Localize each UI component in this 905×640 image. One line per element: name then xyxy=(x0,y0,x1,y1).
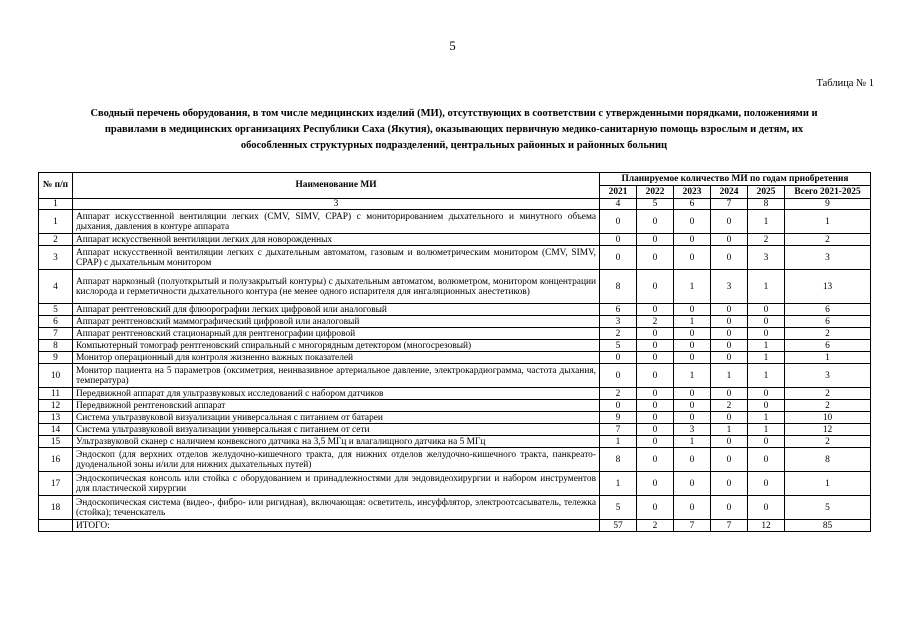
total-year-value: 57 xyxy=(600,520,637,532)
year-value: 0 xyxy=(637,270,674,304)
year-value: 0 xyxy=(674,304,711,316)
year-value: 0 xyxy=(637,388,674,400)
equipment-name: Монитор операционный для контроля жизненно важных показателей xyxy=(73,352,600,364)
year-value: 0 xyxy=(674,210,711,234)
year-value: 6 xyxy=(600,304,637,316)
year-value: 1 xyxy=(674,316,711,328)
year-value: 0 xyxy=(711,436,748,448)
table-row xyxy=(39,364,871,388)
row-total: 3 xyxy=(785,246,871,270)
table-body xyxy=(39,210,871,532)
table-row xyxy=(39,316,871,328)
col-header-year: 2022 xyxy=(637,186,674,199)
table-row xyxy=(39,270,871,304)
row-total: 1 xyxy=(785,472,871,496)
year-value: 1 xyxy=(748,412,785,424)
year-value: 5 xyxy=(600,496,637,520)
table-row xyxy=(39,328,871,340)
year-value: 0 xyxy=(674,328,711,340)
title-line: Сводный перечень оборудования, в том числе медицинских изделий (МИ), отсутствующих в соответствии с утвержденными порядками, положениями и xyxy=(90,108,818,119)
row-number: 3 xyxy=(39,246,73,270)
total-year-value: 12 xyxy=(748,520,785,532)
table-row xyxy=(39,436,871,448)
year-value: 0 xyxy=(637,234,674,246)
equipment-name: Аппарат рентгеновский маммографический цифровой или аналоговый xyxy=(73,316,600,328)
table-row xyxy=(39,304,871,316)
year-value: 0 xyxy=(674,472,711,496)
year-value: 8 xyxy=(600,270,637,304)
table-row xyxy=(39,472,871,496)
table-row xyxy=(39,388,871,400)
row-total: 1 xyxy=(785,352,871,364)
row-total: 6 xyxy=(785,340,871,352)
year-value: 1 xyxy=(600,472,637,496)
year-value: 0 xyxy=(711,352,748,364)
equipment-name: Аппарат искусственной вентиляции легких с дыхательным автоматом, газовым и волюметрическим монитором (CMV, SIMV, CPAP) с дыхательным монитором xyxy=(73,246,600,270)
year-value: 0 xyxy=(637,472,674,496)
year-value: 0 xyxy=(711,496,748,520)
year-value: 0 xyxy=(637,246,674,270)
table-row xyxy=(39,352,871,364)
year-value: 2 xyxy=(600,328,637,340)
year-value: 8 xyxy=(600,448,637,472)
total-year-value: 2 xyxy=(637,520,674,532)
year-value: 0 xyxy=(637,496,674,520)
col-header-number: № п/п xyxy=(39,173,73,199)
year-value: 0 xyxy=(711,210,748,234)
year-value: 0 xyxy=(711,472,748,496)
row-number: 15 xyxy=(39,436,73,448)
row-number: 8 xyxy=(39,340,73,352)
year-value: 0 xyxy=(600,246,637,270)
year-value: 0 xyxy=(637,328,674,340)
year-value: 1 xyxy=(600,436,637,448)
row-number: 10 xyxy=(39,364,73,388)
row-number: 2 xyxy=(39,234,73,246)
equipment-name: Аппарат рентгеновский для флюорографии легких цифровой или аналоговый xyxy=(73,304,600,316)
year-value: 0 xyxy=(637,424,674,436)
year-value: 0 xyxy=(637,400,674,412)
row-number: 16 xyxy=(39,448,73,472)
index-cell: 7 xyxy=(711,199,748,210)
year-value: 0 xyxy=(674,412,711,424)
year-value: 0 xyxy=(748,316,785,328)
year-value: 1 xyxy=(748,340,785,352)
col-header-planned: Планируемое количество МИ по годам приобретения xyxy=(600,173,871,186)
table-row xyxy=(39,246,871,270)
column-index-row xyxy=(39,199,871,210)
year-value: 0 xyxy=(674,234,711,246)
equipment-name: Ультразвуковой сканер с наличием конвексного датчика на 3,5 МГц и влагалищного датчика на 5 МГц xyxy=(73,436,600,448)
year-value: 0 xyxy=(637,352,674,364)
year-value: 1 xyxy=(748,270,785,304)
col-header-year: 2024 xyxy=(711,186,748,199)
row-total: 8 xyxy=(785,448,871,472)
col-header-year: 2023 xyxy=(674,186,711,199)
year-value: 1 xyxy=(674,364,711,388)
year-value: 0 xyxy=(748,304,785,316)
table-row xyxy=(39,340,871,352)
year-value: 1 xyxy=(748,424,785,436)
index-cell: 6 xyxy=(674,199,711,210)
equipment-name: Аппарат искусственной вентиляции легких (CMV, SIMV, CPAP) с мониторированием дыхательного и минутного объема дыхания, давления в контуре аппарата xyxy=(73,210,600,234)
year-value: 0 xyxy=(600,210,637,234)
index-cell: 5 xyxy=(637,199,674,210)
year-value: 0 xyxy=(711,412,748,424)
row-number: 18 xyxy=(39,496,73,520)
row-number: 1 xyxy=(39,210,73,234)
year-value: 0 xyxy=(674,388,711,400)
equipment-name: Передвижной аппарат для ультразвуковых исследований с набором датчиков xyxy=(73,388,600,400)
row-total: 2 xyxy=(785,328,871,340)
year-value: 0 xyxy=(711,448,748,472)
index-cell: 1 xyxy=(39,199,73,210)
year-value: 0 xyxy=(674,496,711,520)
year-value: 1 xyxy=(674,436,711,448)
row-total: 5 xyxy=(785,496,871,520)
row-number: 14 xyxy=(39,424,73,436)
row-number: 6 xyxy=(39,316,73,328)
grand-total: 85 xyxy=(785,520,871,532)
year-value: 0 xyxy=(748,400,785,412)
table-row xyxy=(39,234,871,246)
equipment-name: Компьютерный томограф рентгеновский спиральный с многорядным детектором (многосрезовый) xyxy=(73,340,600,352)
year-value: 0 xyxy=(748,388,785,400)
row-number: 11 xyxy=(39,388,73,400)
equipment-name: Аппарат рентгеновский стационарный для рентгенографии цифровой xyxy=(73,328,600,340)
year-value: 0 xyxy=(674,448,711,472)
year-value: 0 xyxy=(600,234,637,246)
row-total: 1 xyxy=(785,210,871,234)
total-year-value: 7 xyxy=(711,520,748,532)
year-value: 2 xyxy=(600,388,637,400)
index-cell: 8 xyxy=(748,199,785,210)
year-value: 1 xyxy=(674,270,711,304)
total-year-value: 7 xyxy=(674,520,711,532)
year-value: 0 xyxy=(637,210,674,234)
year-value: 2 xyxy=(711,400,748,412)
year-value: 0 xyxy=(711,304,748,316)
year-value: 0 xyxy=(748,436,785,448)
year-value: 0 xyxy=(674,340,711,352)
total-label: ИТОГО: xyxy=(73,520,600,532)
row-number: 5 xyxy=(39,304,73,316)
row-total: 2 xyxy=(785,388,871,400)
year-value: 3 xyxy=(600,316,637,328)
year-value: 9 xyxy=(600,412,637,424)
year-value: 0 xyxy=(637,436,674,448)
year-value: 0 xyxy=(711,328,748,340)
year-value: 0 xyxy=(674,352,711,364)
equipment-name: Эндоскопическая система (видео-, фибро- или ригидная), включающая: осветитель, инсуффлятор, электроотсасыватель, тележка (стойка); теченскатель xyxy=(73,496,600,520)
year-value: 0 xyxy=(637,304,674,316)
year-value: 0 xyxy=(748,496,785,520)
row-total: 2 xyxy=(785,436,871,448)
index-cell: 4 xyxy=(600,199,637,210)
year-value: 0 xyxy=(674,246,711,270)
equipment-name: Передвижной рентгеновский аппарат xyxy=(73,400,600,412)
year-value: 0 xyxy=(637,364,674,388)
equipment-name: Эндоскопическая консоль или стойка с оборудованием и принадлежностями для эндовидеохирургии и набором инструментов для пластической хирургии xyxy=(73,472,600,496)
col-header-year: 2021 xyxy=(600,186,637,199)
row-total: 10 xyxy=(785,412,871,424)
row-number: 4 xyxy=(39,270,73,304)
year-value: 0 xyxy=(637,412,674,424)
year-value: 0 xyxy=(748,328,785,340)
year-value: 2 xyxy=(748,234,785,246)
year-value: 3 xyxy=(748,246,785,270)
equipment-name: Монитор пациента на 5 параметров (оксиметрия, неинвазивное артериальное давление, электрокардиограмма, частота дыхания, температура) xyxy=(73,364,600,388)
total-row xyxy=(39,520,871,532)
equipment-name: Аппарат наркозный (полуоткрытый и полузакрытый контуры) с дыхательным автоматом, волюметром, монитором концентрации кислорода и герметичности дыхательного контура (не менее одного испарителя для ингаляционных анестетиков) xyxy=(73,270,600,304)
equipment-name: Аппарат искусственной вентиляции легких для новорожденных xyxy=(73,234,600,246)
row-number: 9 xyxy=(39,352,73,364)
table-row xyxy=(39,210,871,234)
year-value: 3 xyxy=(711,270,748,304)
table-caption: Таблица № 1 xyxy=(816,78,874,89)
title-line: обособленных структурных подразделений, центральных районных и районных больниц xyxy=(240,140,668,151)
col-header-name: Наименование МИ xyxy=(73,173,600,199)
equipment-table xyxy=(38,172,871,532)
equipment-name: Эндоскоп (для верхних отделов желудочно-кишечного тракта, для нижних отделов желудочно-кишечного тракта, панкреато-дуоденальной зоны и/или для нижних дыхательных путей) xyxy=(73,448,600,472)
year-value: 3 xyxy=(674,424,711,436)
index-cell: 9 xyxy=(785,199,871,210)
table-row xyxy=(39,448,871,472)
year-value: 0 xyxy=(711,340,748,352)
year-value: 0 xyxy=(711,246,748,270)
row-total: 2 xyxy=(785,234,871,246)
year-value: 0 xyxy=(711,316,748,328)
page-number: 5 xyxy=(449,38,456,53)
year-value: 0 xyxy=(711,388,748,400)
row-total: 13 xyxy=(785,270,871,304)
year-value: 7 xyxy=(600,424,637,436)
row-total: 6 xyxy=(785,304,871,316)
row-number: 12 xyxy=(39,400,73,412)
document-title xyxy=(38,106,870,154)
table-row xyxy=(39,424,871,436)
year-value: 0 xyxy=(711,234,748,246)
table-row xyxy=(39,400,871,412)
row-total: 3 xyxy=(785,364,871,388)
row-total: 12 xyxy=(785,424,871,436)
equipment-name: Система ультразвуковой визуализации универсальная с питанием от батареи xyxy=(73,412,600,424)
year-value: 1 xyxy=(711,364,748,388)
table-row xyxy=(39,412,871,424)
year-value: 0 xyxy=(748,472,785,496)
year-value: 0 xyxy=(637,340,674,352)
total-row-number xyxy=(39,520,73,532)
year-value: 2 xyxy=(637,316,674,328)
year-value: 0 xyxy=(748,448,785,472)
year-value: 0 xyxy=(600,400,637,412)
row-number: 17 xyxy=(39,472,73,496)
index-cell: 3 xyxy=(73,199,600,210)
year-value: 1 xyxy=(748,352,785,364)
year-value: 5 xyxy=(600,340,637,352)
year-value: 0 xyxy=(600,364,637,388)
year-value: 1 xyxy=(748,210,785,234)
row-total: 2 xyxy=(785,400,871,412)
row-number: 7 xyxy=(39,328,73,340)
year-value: 0 xyxy=(637,448,674,472)
year-value: 1 xyxy=(748,364,785,388)
year-value: 1 xyxy=(711,424,748,436)
row-number: 13 xyxy=(39,412,73,424)
year-value: 0 xyxy=(600,352,637,364)
col-header-total: Всего 2021-2025 xyxy=(785,186,871,199)
title-line: правилами в медицинских организациях Республики Саха (Якутия), оказывающих первичную медико-санитарную помощь взрослым и детям, их xyxy=(104,124,804,135)
equipment-name: Система ультразвуковой визуализации универсальная с питанием от сети xyxy=(73,424,600,436)
table-row xyxy=(39,496,871,520)
col-header-year: 2025 xyxy=(748,186,785,199)
year-value: 0 xyxy=(674,400,711,412)
row-total: 6 xyxy=(785,316,871,328)
